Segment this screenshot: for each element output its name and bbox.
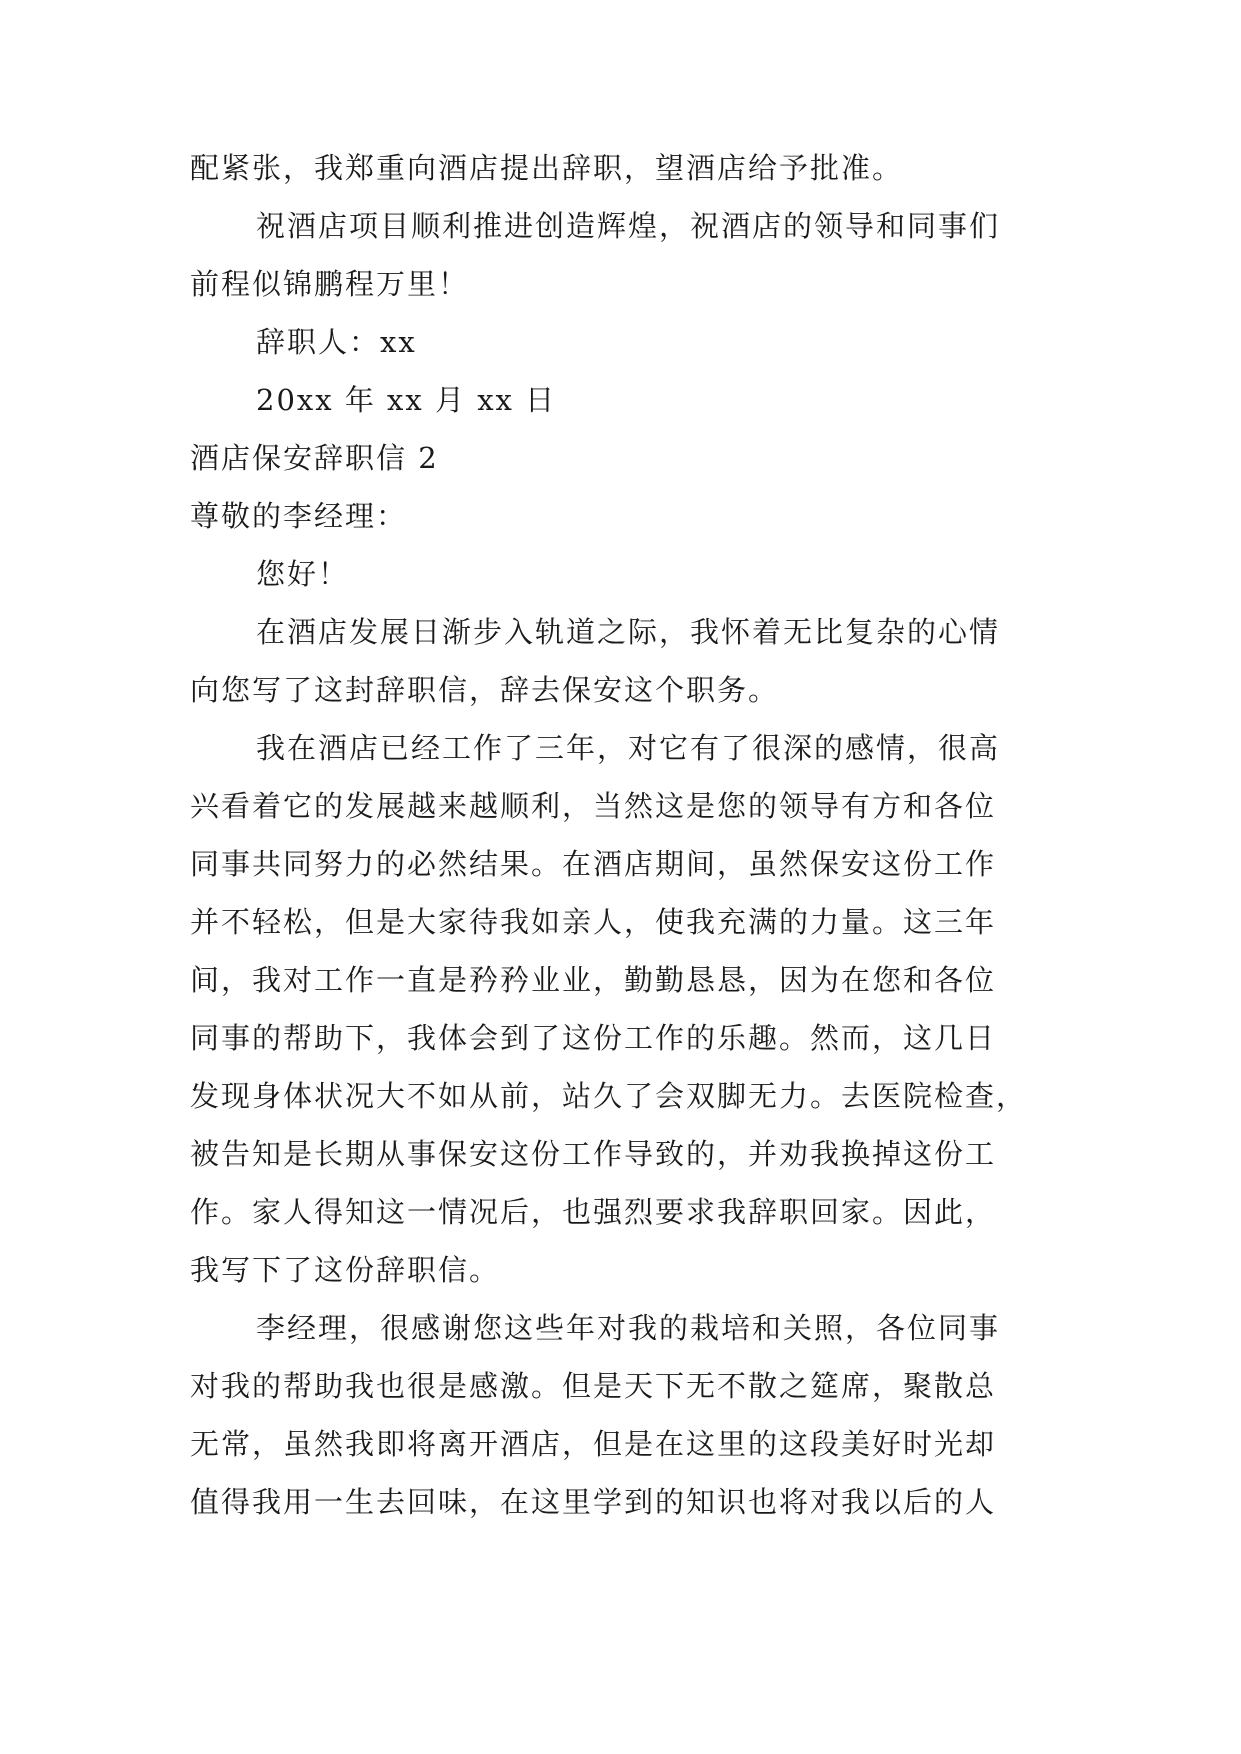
section-title: 酒店保安辞职信 2 [190, 441, 439, 475]
body-text-line: 我在酒店已经工作了三年，对它有了很深的感情，很高 [256, 731, 1001, 765]
body-text-line: 间，我对工作一直是矜矜业业，勤勤恳恳，因为在您和各位 [190, 963, 997, 997]
body-text-line: 值得我用一生去回味，在这里学到的知识也将对我以后的人 [190, 1485, 997, 1519]
body-text-line: 同事共同努力的必然结果。在酒店期间，虽然保安这份工作 [190, 847, 997, 881]
date-line: 20xx 年 xx 月 xx 日 [256, 383, 557, 417]
body-text-line: 李经理，很感谢您这些年对我的栽培和关照，各位同事 [256, 1311, 1001, 1345]
greeting: 您好！ [256, 557, 350, 591]
body-text-line: 并不轻松，但是大家待我如亲人，使我充满的力量。这三年 [190, 905, 997, 939]
body-text-line: 我写下了这份辞职信。 [190, 1253, 501, 1287]
body-text-line: 向您写了这封辞职信，辞去保安这个职务。 [190, 673, 780, 707]
body-text-line: 在酒店发展日渐步入轨道之际，我怀着无比复杂的心情 [256, 615, 1001, 649]
body-text-line: 同事的帮助下，我体会到了这份工作的乐趣。然而，这几日 [190, 1021, 997, 1055]
body-text-line: 对我的帮助我也很是感激。但是天下无不散之筵席，聚散总 [190, 1369, 997, 1403]
body-text-line: 前程似锦鹏程万里！ [190, 267, 470, 301]
body-text-line: 被告知是长期从事保安这份工作导致的，并劝我换掉这份工 [190, 1137, 997, 1171]
body-text-line: 兴看着它的发展越来越顺利，当然这是您的领导有方和各位 [190, 789, 997, 823]
body-text-line: 配紧张，我郑重向酒店提出辞职，望酒店给予批准。 [190, 151, 904, 185]
body-text-line: 无常，虽然我即将离开酒店，但是在这里的这段美好时光却 [190, 1427, 997, 1461]
body-text-line: 发现身体状况大不如从前，站久了会双脚无力。去医院检查， [190, 1079, 1028, 1113]
body-text-line: 祝酒店项目顺利推进创造辉煌，祝酒店的领导和同事们 [256, 209, 1001, 243]
salutation: 尊敬的李经理： [190, 499, 408, 533]
signature-line: 辞职人：xx [256, 325, 417, 359]
body-text-line: 作。家人得知这一情况后，也强烈要求我辞职回家。因此， [190, 1195, 997, 1229]
